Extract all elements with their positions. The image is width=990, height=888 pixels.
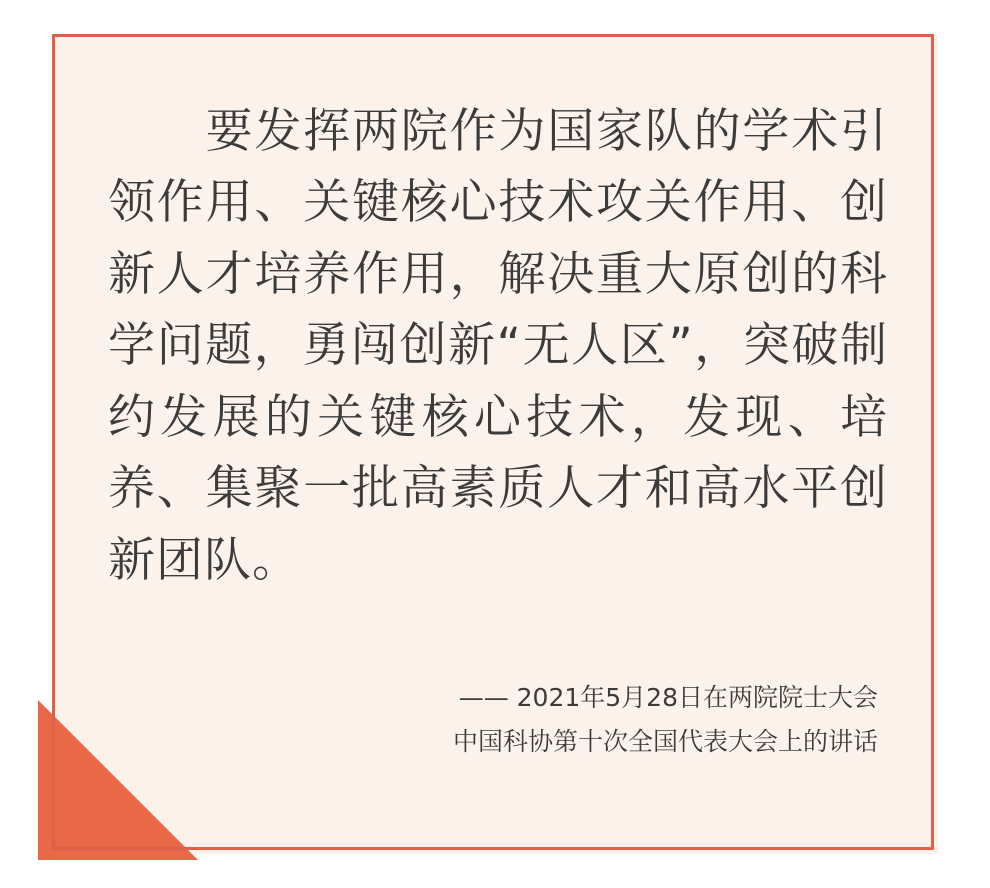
- quote-attribution: [238, 676, 878, 764]
- attribution-line-2: 中国科协第十次全国代表大会上的讲话: [452, 726, 878, 756]
- quote-text: 要发挥两院作为国家队的学术引领作用、关键核心技术攻关作用、创新人才培养作用，解决重大原创的科学问题，勇闯创新“无人区”，突破制约发展的关键核心技术，发现、培养、集聚一批高素质人才和高水平创新团队。: [108, 104, 888, 588]
- attribution-line-1: —— 2021年5月28日在两院院士大会: [458, 683, 878, 712]
